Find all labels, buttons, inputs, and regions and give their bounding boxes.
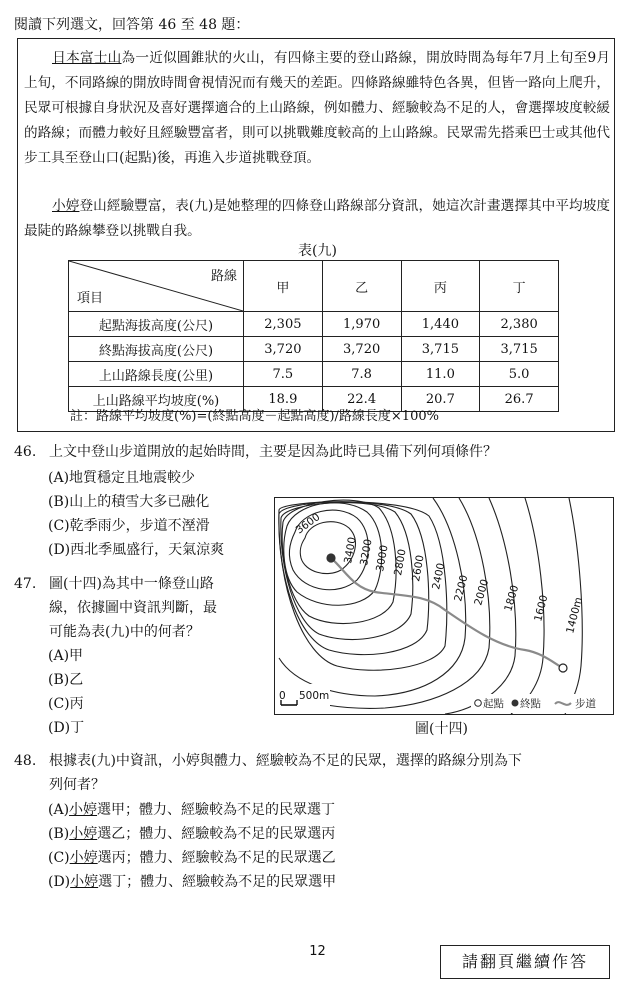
- option-name: 小婷: [69, 826, 98, 842]
- table-cell: 3,715: [401, 337, 480, 362]
- table-cell: 3,720: [322, 337, 401, 362]
- table-cell: 2,305: [244, 312, 323, 337]
- mount-fuji-term: 日本富士山: [52, 50, 122, 66]
- route-header: 甲: [244, 261, 323, 312]
- q48-stem-line-1-text: 根據表(九)中資訊，小婷與體力、經驗較為不足的民眾，選擇的路線分別為下: [49, 753, 522, 769]
- option-name: 小婷: [70, 874, 99, 890]
- legend-end: 終點: [520, 698, 541, 710]
- passage-p1-text: 為一近似圓錐狀的火山，有四條主要的登山路線，開放時間為每年7月上旬至9月上旬，不同路線的開放時間會視情況而有幾天的差距。四條路線雖特色各異，但皆一路向上爬升，民眾可根據自身狀況及喜好選擇適合的上山路線，例如體力、經驗較為不足的人，會選擇坡度較緩的路線；而體力較好且經驗豐富者，則可以挑戰難度較高的上山路線。民眾需先搭乘巴士或其他代步工具至登山口(起點)後，再進入步道挑戰登頂。: [24, 50, 611, 166]
- header-route: 路線: [210, 269, 237, 284]
- q48-stem-line-1: [49, 750, 522, 773]
- option-text: 選丙；體力、經驗較為不足的民眾選乙: [97, 850, 336, 866]
- table-cell: 18.9: [244, 387, 323, 412]
- contour-label: 1600: [532, 593, 551, 623]
- person-name: 小婷: [52, 198, 80, 214]
- q48-option-d: [48, 871, 336, 891]
- passage-p2-text: 登山經驗豐富，表(九)是她整理的四條登山路線部分資訊，她這次計畫選擇其中平均坡度最陡的路線攀登以挑戰自我。: [24, 198, 611, 239]
- route-header: 乙: [322, 261, 401, 312]
- q47-option-d: (D)丁: [48, 720, 85, 736]
- table-cell: 11.0: [401, 362, 480, 387]
- q46-option-d: (D)西北季風盛行，天氣涼爽: [48, 542, 225, 558]
- q47-option-a: (A)甲: [48, 648, 84, 664]
- option-name: 小婷: [69, 850, 98, 866]
- q46-stem: 上文中登山步道開放的起始時間，主要是因為此時已具備下列何項條件？: [49, 444, 497, 460]
- table-cell: 3,720: [244, 337, 323, 362]
- row-label: 上山路線長度(公里): [69, 362, 244, 387]
- legend-start-icon: [475, 700, 482, 707]
- contour-map-svg: [275, 498, 613, 714]
- route-header: 丁: [480, 261, 559, 312]
- scale-zero: 0: [279, 690, 286, 702]
- q47-option-c: (C)丙: [48, 696, 84, 712]
- contour-map: [274, 497, 614, 715]
- header-item: 項目: [77, 291, 104, 306]
- section-intro: 閱讀下列選文，回答第 46 至 48 題：: [14, 17, 250, 33]
- contour-label: 2000: [472, 577, 492, 607]
- option-text: 選丁；體力、經驗較為不足的民眾選甲: [98, 874, 337, 890]
- q46-number: 46.: [14, 444, 37, 460]
- turn-page-box: 請翻頁繼續作答: [440, 945, 610, 979]
- option-prefix: (D): [48, 874, 71, 890]
- passage-paragraph-1: [24, 46, 610, 171]
- table-row: [69, 362, 559, 387]
- contour-label: 3000: [374, 544, 391, 573]
- row-label: 終點海拔高度(公尺): [69, 337, 244, 362]
- table-cell: 1,970: [322, 312, 401, 337]
- contour-label: 1400m: [564, 595, 585, 635]
- table-cell: 2,380: [480, 312, 559, 337]
- table-caption: 表(九): [298, 243, 337, 259]
- q47-stem-line-2: 線，依據圖中資訊判斷，最: [49, 600, 217, 616]
- table-header-diagonal: [69, 261, 244, 312]
- option-text: 選甲；體力、經驗較為不足的民眾選丁: [97, 802, 336, 818]
- table-row: [69, 337, 559, 362]
- table-note: 註：路線平均坡度(%)=(終點高度－起點高度)/路線長度×100%: [70, 409, 439, 424]
- option-prefix: (A): [48, 802, 70, 818]
- contour-label: 3200: [358, 538, 375, 567]
- contour-label: 2400: [430, 561, 448, 591]
- row-label: 上山路線平均坡度(%): [69, 387, 244, 412]
- q48-option-a: [48, 799, 335, 819]
- q48-number: 48.: [14, 753, 37, 769]
- table-cell: 7.5: [244, 362, 323, 387]
- table-cell: 26.7: [480, 387, 559, 412]
- q48-stem-line-2: 列何者？: [49, 777, 105, 793]
- option-text: 選乙；體力、經驗較為不足的民眾選丙: [97, 826, 336, 842]
- q48-option-b: [48, 823, 335, 843]
- scale-label: 500m: [299, 690, 330, 702]
- q46-option-c: (C)乾季雨少，步道不溼滑: [48, 518, 210, 534]
- figure-caption: 圖(十四): [415, 721, 468, 737]
- legend-start: 起點: [483, 698, 504, 710]
- q47-number: 47.: [14, 576, 37, 592]
- row-label: 起點海拔高度(公尺): [69, 312, 244, 337]
- route-table: [68, 260, 559, 412]
- table-row: [69, 312, 559, 337]
- end-point-marker: [326, 553, 335, 562]
- contour-label: 2600: [410, 554, 427, 583]
- passage-paragraph-2: [24, 194, 610, 244]
- legend-trail: 步道: [575, 698, 596, 710]
- option-prefix: (C): [48, 850, 70, 866]
- table-cell: 7.8: [322, 362, 401, 387]
- table-cell: 22.4: [322, 387, 401, 412]
- contour-label: 3400: [342, 536, 359, 565]
- table-cell: 1,440: [401, 312, 480, 337]
- table-cell: 3,715: [480, 337, 559, 362]
- contour-label: 3600: [293, 511, 323, 537]
- route-header: 丙: [401, 261, 480, 312]
- q47-option-b: (B)乙: [48, 672, 84, 688]
- q46-option-a: (A)地質穩定且地震較少: [48, 470, 196, 486]
- contour-label: 2200: [452, 573, 471, 603]
- contour-label: 2800: [392, 548, 409, 577]
- page-number: 12: [309, 944, 326, 959]
- table-cell: 5.0: [480, 362, 559, 387]
- start-point-marker: [559, 664, 567, 672]
- q47-stem-line-3: 可能為表(九)中的何者？: [49, 624, 200, 640]
- contour-label: 1800: [502, 583, 522, 613]
- table-cell: 20.7: [401, 387, 480, 412]
- q47-stem-line-1: 圖(十四)為其中一條登山路: [49, 576, 214, 592]
- legend-end-icon: [512, 700, 519, 707]
- option-name: 小婷: [69, 802, 98, 818]
- q46-option-b: (B)山上的積雪大多已融化: [48, 494, 210, 510]
- option-prefix: (B): [48, 826, 70, 842]
- q48-option-c: [48, 847, 336, 867]
